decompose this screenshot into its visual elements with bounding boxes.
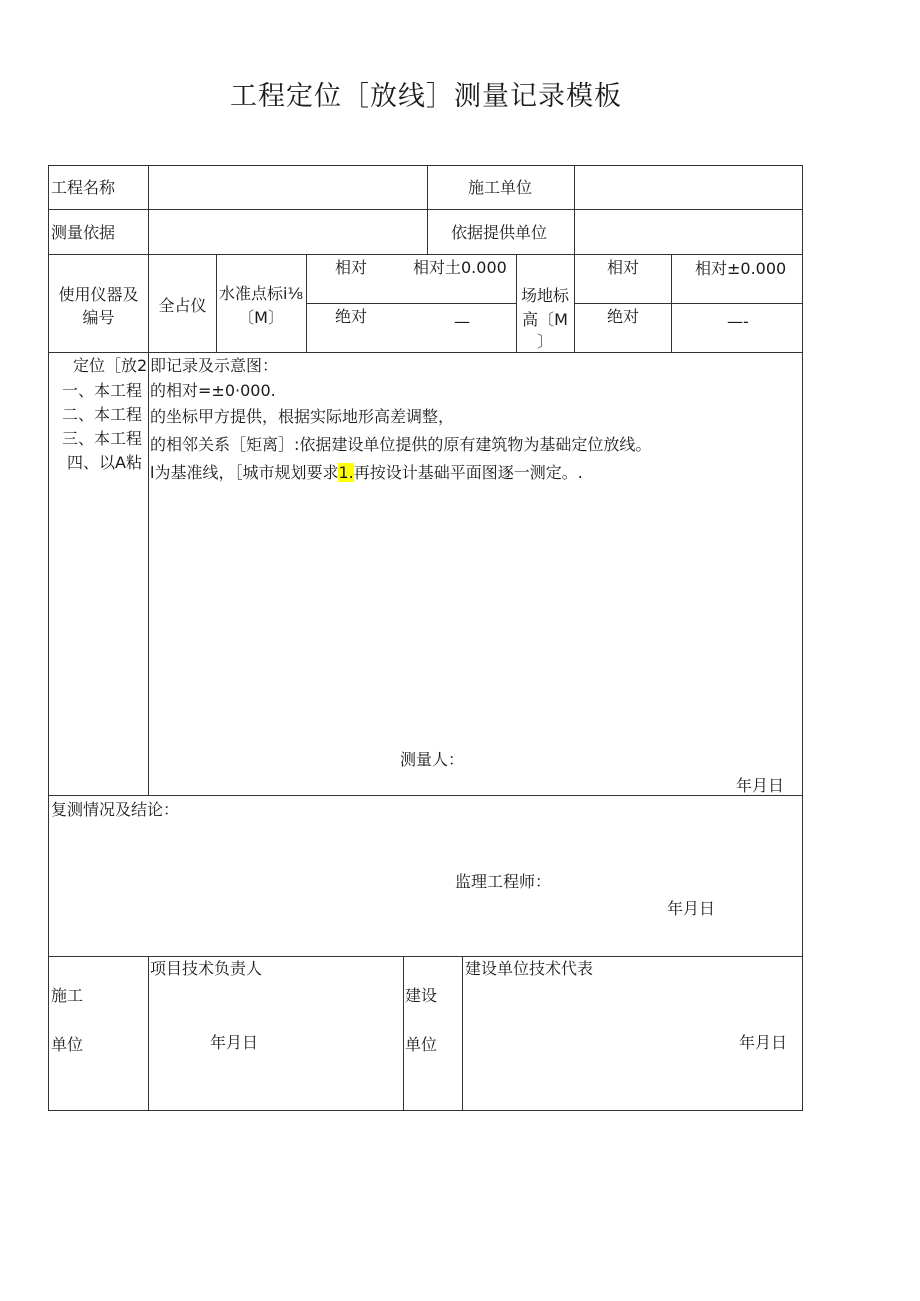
table-border xyxy=(48,254,803,255)
site-elevation-label-2: 高〔M xyxy=(522,310,568,329)
table-border xyxy=(462,956,463,1111)
table-border xyxy=(427,165,428,255)
positioning-text-line: 即记录及示意图： xyxy=(150,356,279,375)
table-border xyxy=(48,165,49,1111)
relative-value: 相对土0.000 xyxy=(413,258,507,277)
relative-label-2: 相对 xyxy=(607,258,640,277)
positioning-last-line xyxy=(150,463,583,483)
table-border xyxy=(48,1110,803,1111)
review-date: 年月日 xyxy=(667,899,716,918)
positioning-text-line: 的相邻关系［矩离］:依据建设单位提供的原有建筑物为基础定位放线。 xyxy=(150,435,652,454)
basis-provider-field[interactable] xyxy=(575,210,801,254)
table-border xyxy=(403,956,404,1111)
page-title: 工程定位［放线］测量记录模板 xyxy=(230,81,622,112)
survey-basis-field[interactable] xyxy=(149,210,426,254)
positioning-text-line: 的坐标甲方提供，根据实际地形高差调整， xyxy=(150,407,455,426)
site-elevation-label: 场地标 xyxy=(520,286,569,305)
surveyor-label: 测量人： xyxy=(400,750,465,769)
table-border xyxy=(306,254,307,353)
supervisor-label: 监理工程师： xyxy=(455,872,552,891)
basis-provider-label: 依据提供单位 xyxy=(451,223,548,242)
review-label: 复测情况及结论： xyxy=(51,800,180,819)
table-border xyxy=(148,165,149,796)
positioning-left-line: 定位［放2 xyxy=(73,356,148,375)
project-tech-lead-label: 项目技术负责人 xyxy=(150,959,263,978)
absolute-label: 绝对 xyxy=(335,307,368,326)
table-border xyxy=(802,165,803,1111)
positioning-left-line: 二、本工程 xyxy=(62,405,143,424)
owner-unit-sign-label-2: 单位 xyxy=(405,1035,438,1054)
table-border xyxy=(48,352,803,353)
absolute-value-2: —- xyxy=(727,312,749,331)
highlighted-number: 1. xyxy=(338,463,354,482)
benchmark-label: 水准点标i⅛ xyxy=(219,284,303,303)
positioning-last-line-after: 再按设计基础平面图逐一测定。. xyxy=(353,463,583,482)
positioning-left-line: 一、本工程 xyxy=(62,381,143,400)
instruments-label: 使用仪器及 xyxy=(58,285,139,304)
relative-value-2: 相对±0.000 xyxy=(695,259,787,278)
positioning-left-line: 四、以A粘 xyxy=(67,453,142,472)
total-station-label: 全占仪 xyxy=(158,296,207,315)
project-name-label: 工程名称 xyxy=(51,178,116,197)
positioning-text-line: 的相对=±0·000. xyxy=(150,381,276,400)
survey-basis-label: 测量依据 xyxy=(51,223,116,242)
site-elevation-label-3: 〕 xyxy=(536,332,553,351)
surveyor-date: 年月日 xyxy=(736,776,785,795)
table-border xyxy=(306,303,516,304)
positioning-left-line: 三、本工程 xyxy=(62,429,143,448)
owner-tech-rep-label: 建设单位技术代表 xyxy=(465,959,594,978)
absolute-label-2: 绝对 xyxy=(607,307,640,326)
relative-label: 相对 xyxy=(335,258,368,277)
table-border xyxy=(48,956,803,957)
project-name-field[interactable] xyxy=(149,166,426,209)
benchmark-unit-label: 〔M〕 xyxy=(238,308,284,327)
table-border xyxy=(148,956,149,1111)
table-border xyxy=(574,303,803,304)
absolute-value: — xyxy=(454,312,470,331)
construction-unit-sign-label: 施工 xyxy=(51,986,84,1005)
owner-sign-date: 年月日 xyxy=(739,1033,788,1052)
construction-unit-label: 施工单位 xyxy=(468,178,533,197)
instruments-label-2: 编号 xyxy=(82,308,115,327)
table-border xyxy=(48,795,803,796)
positioning-last-line-before: l为基准线，［城市规划要求 xyxy=(150,463,339,482)
construction-unit-field[interactable] xyxy=(575,166,801,209)
construction-sign-date: 年月日 xyxy=(210,1033,259,1052)
table-border xyxy=(671,254,672,353)
owner-unit-sign-label: 建设 xyxy=(405,986,438,1005)
construction-unit-sign-label-2: 单位 xyxy=(51,1035,84,1054)
